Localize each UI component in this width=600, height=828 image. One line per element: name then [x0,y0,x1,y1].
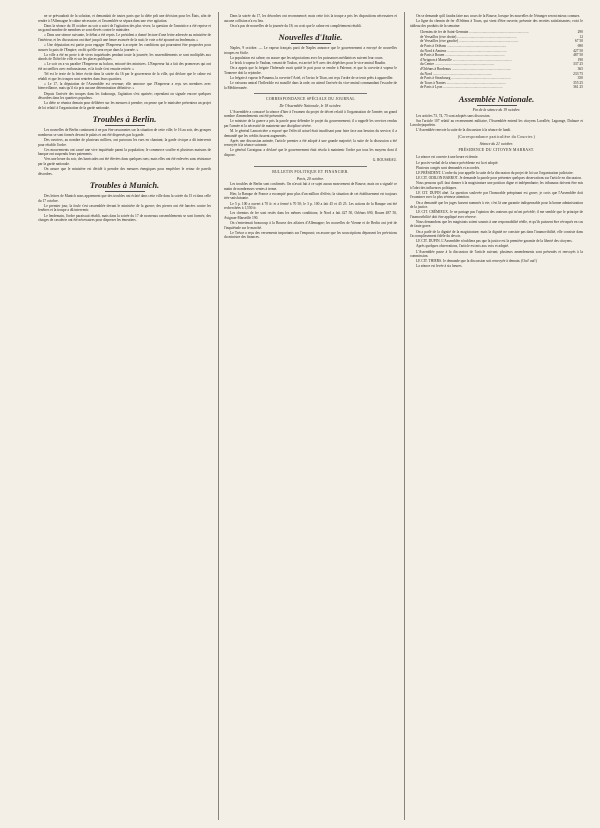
article-paragraph: « Une députation est partie pour engager l'Empereur à accepter les conditions qui pourraient être proposées pour assurer la paix de l'Empire; on dit qu'elle sera reçue dans la journée. » [38,43,211,52]
column-2 [224,14,397,240]
article-paragraph: LE CIT. THIERS. Je demande que la discussion soit renvoyée à demain. (Oui! oui!) [416,259,537,264]
table-row [410,85,583,90]
row-label: du Centre ..... [420,62,571,67]
row-value: 67 50 [574,39,583,44]
article-paragraph: Plusieurs congés sont demandés et accordés. [416,165,481,170]
article-paragraph: On a appris que la frégate l'Infernale avait quitté le port pour se rendre à Palerme, et que la corvette à vapeur le Tonnerre doit la rejoindre. [224,66,397,75]
article-paragraph: La frégate à vapeur le Panama, la corvette l'Ariel, et l'aviso le Titan, ont reçu l'ordre de se tenir prêts à appareiller. [230,75,394,80]
article-paragraph: Depuis l'arrivée des troupes dans les faubourgs, l'agitation s'est apaisée; cependant on signale encore quelques désordres dans les quartiers populeux. [38,91,211,101]
row-label: de Tours à Nantes ..... [420,81,571,86]
article-paragraph: L'Assemblée a consacré la séance d'hier à l'examen du projet de décret relatif à l'organisation de l'armée; un grand nombre d'amendements ont été présentés. [224,109,397,119]
row-value: 233 75 [573,71,583,76]
section-title-munich: Troubles à Munich. [89,180,160,191]
article-paragraph: Tel est le texte de la lettre écrite dans la soirée du 16 par le gouverneur de la ville, qui déclare que le calme est rétabli et que les troupes sont rentrées dans leurs quartiers. [38,72,211,81]
article-paragraph: La séance est levée à six heures. [416,264,463,269]
article-paragraph: Le Trésor a reçu des versements importants sur l'emprunt; on assure que les souscriptions dépassent les prévisions du ministre des finances. [224,230,397,240]
dateline: Fin de la séance du 19 octobre. [472,107,521,112]
article-paragraph: LE CIT. DUPIN. L'Assemblée n'oubliera pas que la justice est la première garantie de la liberté des citoyens. [416,239,573,244]
column-rule [218,12,219,820]
article-paragraph: Le 5 p. 100 a ouvert à 70 fr. et a fermé à 70 50; le 3 p. 100 a fait 45 et 45 25. Les actions de la Banque ont été recherchées à 1,550 fr. [224,201,397,211]
row-label: de Paris à Rouen ..... [420,53,571,58]
section-title-berlin: Troubles à Berlin. [92,114,157,125]
row-label: d'Avignon à Marseille ..... [420,58,576,63]
row-label: de Paris à Lyon ..... [420,85,571,90]
row-value: 337 25 [573,62,583,67]
article-paragraph: On s'entretenait beaucoup à la Bourse des affaires d'Allemagne; les nouvelles de Vienne et de Berlin ont jeté de l'inquiétude sur le marché. [224,220,397,230]
dateline: Paris, 20 octobre. [296,176,325,181]
article-paragraph: On n'a pas de nouvelles de la journée du 18; on croit que le calme est complètement rétabli. [230,23,362,28]
section-header [38,180,211,192]
article-paragraph: L'Assemblée passe à la discussion de l'article suivant; plusieurs amendements sont présentés et renvoyés à la commission. [410,249,583,259]
column-rule [404,12,405,820]
receipts-table [410,30,583,90]
subheading: CORRESPONDANCE SPÉCIALE DU JOURNAL [266,97,355,102]
row-label: du Nord à Amiens ..... [420,49,571,54]
row-value: 361 25 [573,85,583,90]
article-paragraph: Sur l'article 107 relatif au recensement militaire, l'Assemblée entend les citoyens Lavallée, Lagrange, Dufaure et Larochejaquelein. [410,118,583,128]
article-paragraph: Ces mouvements ont causé une vive inquiétude parmi la population; le commerce souffre et plusieurs maisons de banque ont suspendu leurs paiements. [38,147,211,157]
article-paragraph: Des ouvriers, au nombre de plusieurs milliers, ont parcouru les rues en chantant; la garde civique a dû intervenir pour rétablir l'ordre. [38,137,211,147]
column-1 [38,14,211,223]
article-paragraph: On a parlé de la dignité de la magistrature; mais la dignité ne consiste pas dans l'inamovibilité, elle consiste dans l'accomplissement fidèle du devoir. [410,229,583,239]
article-paragraph: Les articles 73, 74, 75 sont adoptés sans discussion. [416,113,491,118]
article-paragraph: La ville a été en proie à de vives inquiétudes pendant toute la journée; les rassemblements se sont multipliés aux abords de l'hôtel de ville et sur les places publiques. [38,52,211,62]
article-paragraph: Le général Cavaignac a déclaré que le gouvernement était résolu à maintenir l'ordre par tous les moyens dont il dispose. [224,148,397,157]
subheading: (Correspondance particulière du Courrier.) [457,134,536,139]
subheading: BULLETIN POLITIQUE ET FINANCIER. [272,169,349,174]
article-paragraph: Après une discussion animée, l'article premier a été adopté à une grande majorité; la suite de la discussion a été renvoyée à la séance suivante. [224,138,397,148]
article-paragraph: La ligne du chemin de fer d'Orléans à Tours, qui vient d'être ouverte, présente des recettes satisfaisantes; voici le tableau des produits de la semaine: [410,19,583,28]
article-paragraph: Des lettres de Munich nous apprennent que des troubles ont éclaté dans cette ville dans la soirée du 15 et dans celle du 17 octobre. [38,194,211,203]
row-value: 365 [577,66,583,71]
article-paragraph: La population est calme; on assure que les négociations avec les puissances médiatrices suivent leur cours. [230,55,384,60]
section-header [224,32,397,44]
article-paragraph: Vers une heure du soir, des barricades ont été élevées dans quelques rues; mais elles ont été enlevées sans résistance par la garde nationale. [38,157,211,166]
row-label: de Versailles (rive gauche) ..... [420,39,573,44]
dateline: Séance du 21 octobre. [479,141,514,146]
article-paragraph: On a demandé que les juges fussent nommés à vie; c'est là une garantie indispensable pour la bonne administration de la justice. [410,200,583,210]
article-paragraph: Dans la séance du 18 octobre au soir a suivi de l'agitation des plus vives; la question de l'armistice a été reprise et un grand nombre de membres se sont élevés contre le ministère. [38,23,211,33]
article-paragraph: LE PRÉSIDENT. L'ordre du jour appelle la suite de la discussion du projet de loi sur l'organisation judiciaire. [416,170,574,175]
dateline: De l'Assemblée Nationale, le 18 octobre. [279,104,342,109]
article-paragraph: L'Assemblée renvoie la suite de la discussion à la séance de lundi. [416,128,512,133]
row-label: du Nord ..... [420,72,571,77]
section-header [410,94,583,106]
article-paragraph: ne se prévaudrait de la solution, et demandait de toutes parts que la diète prît une décision pour les États, afin de rendre à l'Allemagne le calme nécessaire, et l'assemblée se sépara dans une vive agitation. [38,14,211,23]
article-paragraph: « Le 17, la députation de l'Assemblée est revenue; elle annonce que l'Empereur a reçu ses membres avec bienveillance, mais qu'il n'a pris aucune détermination définitive. » [38,81,211,91]
row-value: 487 50 [573,53,583,58]
article-paragraph: Le procès-verbal de la séance précédente est lu et adopté. [416,160,499,165]
article-paragraph: « Dans une séance suivante, le débat a été repris. Le président a donné lecture d'une lettre adressée au ministère de l'intérieur, et les discussions ont duré jusqu'à une heure avancée de la nuit; le vote a été ajourné au lendemain. » [38,33,211,42]
article-paragraph: La diète se réunira demain pour délibérer sur les mesures à prendre; on pense que le ministère présentera un projet de loi relatif à l'organisation de la garde nationale. [38,101,211,110]
row-value: 12 [579,34,583,39]
row-label: de Versailles (rive droite) ..... [420,35,577,40]
article-paragraph: Le lendemain, l'ordre paraissait rétabli, mais dans la soirée du 17 de nouveaux rassemblements se sont formés; des charges de cavalerie ont été nécessaires pour disperser les émeutiers. [38,213,211,223]
section-title-italie: Nouvelles d'Italie. [278,32,343,43]
table-row: Chemins de fer de Saint-Germain ..... 290 [410,30,583,35]
article-paragraph: Le premier jour, la foule s'est rassemblée devant le ministère de la guerre; des pierres ont été lancées contre les fenêtres et la troupe a dû intervenir. [38,203,211,213]
article-paragraph: La séance est ouverte à une heure et demie. [416,155,479,160]
column-3 [410,14,583,270]
article-paragraph: Les chemins de fer sont restés dans les mêmes conditions; le Nord a fait 427 50, Orléans 690, Rouen 487 50, Avignon-Marseille 190. [224,211,397,220]
article-paragraph: LE CIT. CRÉMIEUX. Je ne partage pas l'opinion des orateurs qui m'ont précédé; il me semble que le principe de l'inamovibilité doit être appliqué avec réserve. [410,210,583,219]
row-value: 190 [577,57,583,62]
signature: G. ROUSSEAU. [372,158,397,163]
article-paragraph: LE CIT. DUPIN aîné. La question soulevée par l'honorable préopinant est grave; je crois que l'Assemblée doit l'examiner avec la plus sérieuse attention. [410,190,583,200]
article-paragraph: M. le général Lamoricière a exposé que l'effectif actuel était insuffisant pour faire face aux besoins du service; il a demandé que les crédits fussent augmentés. [224,129,397,138]
row-label: d'Orléans à Bordeaux ..... [420,67,576,72]
row-label: de Paris à Orléans ..... [420,44,576,49]
article-paragraph: Le ministre de la guerre a pris la parole pour défendre le projet du gouvernement; il a rappelé les services rendus par l'armée et la nécessité de maintenir une discipline sévère. [224,119,397,128]
article-paragraph: Nous demandons que les magistrats soient soumis à une responsabilité réelle, et qu'ils puissent être révoqués en cas de faute grave. [410,219,583,229]
row-value: 690 [577,44,583,49]
article-paragraph: On assure que le ministère est décidé à prendre des mesures énergiques pour empêcher le retour de pareils désordres. [38,167,211,176]
article-paragraph: Le vaisseau amiral l'Inflexible est mouillé dans la rade; on attend l'arrivée du vice-amiral commandant l'escadre de la Méditerranée. [224,81,397,90]
row-label: de Paris à Strasbourg ..... [420,76,576,81]
article-paragraph: Naples, 9 octobre. — Le vapeur français parti de Naples annonce que le gouvernement a envoyé de nouvelles troupes en Sicile. [224,46,397,55]
section-header [38,114,211,126]
article-paragraph: Le brick à vapeur le Vauban, venant de Toulon, est arrivé le 9 avec des dépêches pour le vice-amiral Baudin. [230,61,386,66]
section-title-assemblee: Assemblée Nationale. [458,93,535,104]
row-value: 350 [577,76,583,81]
article-paragraph: Dans la soirée du 17, les désordres ont recommencé; mais cette fois la troupe a pris les dispositions nécessaires et aucune collision n'a eu lieu. [224,14,397,23]
subheading: PRÉSIDENCE DU CITOYEN MARRAST. [458,148,535,153]
article-paragraph: On se demande qu'il faudra faire aux cours de la Bourse, lorsque les nouvelles de l'étranger seront mieux connues. [416,14,581,18]
article-paragraph: « Le soir on a vu paraître l'Empereur au balcon, entouré des ministres. L'Empereur lui a fait des promesses qui ont été accueillies avec enthousiasme, et la foule s'est ensuite retirée. » [38,62,211,71]
row-value: 355 25 [573,80,583,85]
article-paragraph: Hier, la Banque de France a escompté pour plus d'un million d'effets; la situation de cet établissement est toujours très-satisfaisante. [224,191,397,201]
row-value: 427 50 [573,48,583,53]
article-paragraph: Les nouvelles de Berlin continuent à ne pas être rassurantes sur la situation de cette ville; le 16 au soir, des groupes nombreux se sont formés devant le palais et ont été dispersés par la garde. [38,128,211,137]
article-paragraph: Les troubles de Berlin sont confirmés. On n'avait fait à ce sujet aucun mouvement de Bourse, mais on a signalé ce matin de nombreuses ventes à terme. [224,182,397,191]
newspaper-page [38,0,583,828]
article-paragraph: Après quelques observations, l'article est mis aux voix et adopté. [416,244,509,249]
article-paragraph: LE CIT. ODILON BARROT. Je demande la parole pour présenter quelques observations sur l'article en discussion. [416,175,582,180]
article-paragraph: Nous pensons qu'il faut donner à la magistrature une position digne et indépendante; les tribunaux doivent être mis à l'abri des influences politiques. [410,181,583,190]
